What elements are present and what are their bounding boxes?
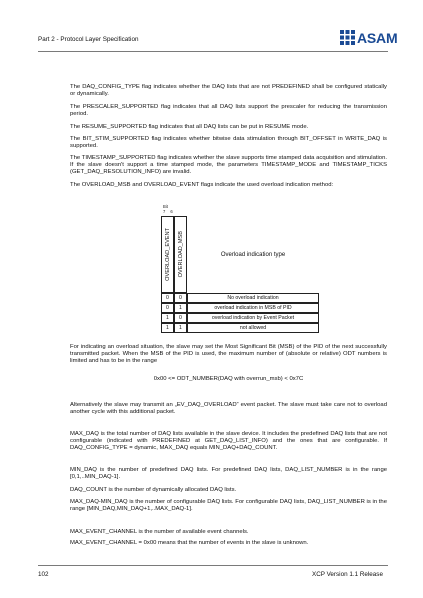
paragraph-timestamp: The TIMESTAMP_SUPPORTED flag indicates whether the slave supports time stamped data acquisition and stimulation. If the slave doesn't support a time stamped mode, the parameters TIMESTAMP_MODE and TIMESTAMP_TICKS (GET_DAQ_RESOLUTION_INFO) are invalid. <box>70 155 387 176</box>
cell-row1-desc: No overload indication <box>187 293 319 303</box>
paragraph-max-daq: MAX_DAQ is the total number of DAQ lists available in the slave device. It includes the predefined DAQ lists that are not configurable (indicated with PREDEFINED at GET_DAQ_LIST_INFO) and the ones that are configurable. If DAQ_CONFIG_TYPE = dynamic, MAX_DAQ equals MIN_DAQ+DAQ_COUNT. <box>70 431 387 452</box>
cell-row3-a: 1 <box>161 313 174 323</box>
cell-row4-a: 1 <box>161 323 174 333</box>
bit-label: Bit <box>163 204 168 209</box>
cell-row2-b: 1 <box>174 303 187 313</box>
paragraph-max-event-unknown: MAX_EVENT_CHANNEL = 0x00 means that the number of events in the slave is unknown. <box>70 540 309 546</box>
cell-row1-b: 0 <box>174 293 187 303</box>
paragraph-daq-count: DAQ_COUNT is the number of dynamically allocated DAQ lists. <box>70 487 237 493</box>
cell-row4-desc: not allowed <box>187 323 319 333</box>
cell-row2-a: 0 <box>161 303 174 313</box>
col-header-overload-type: Overload indication type <box>220 251 286 258</box>
cell-row3-b: 0 <box>174 313 187 323</box>
cell-row3-desc: overload indication by Event Packet <box>187 313 319 323</box>
formula-odt-range: 0x00 <= ODT_NUMBER(DAQ with overrun_msb) < 0x7C <box>153 376 304 382</box>
paragraph-prescaler: The PRESCALER_SUPPORTED flag indicates that all DAQ lists support the prescaler for reducing the transmission period. <box>70 104 387 118</box>
paragraph-overload-intro: The OVERLOAD_MSB and OVERLOAD_EVENT flags indicate the used overload indication method: <box>70 182 334 188</box>
cell-row4-b: 1 <box>174 323 187 333</box>
page-number: 102 <box>38 571 49 578</box>
col-header-overload-event: OVERLOAD_EVENT <box>161 216 174 293</box>
paragraph-max-event-channel: MAX_EVENT_CHANNEL is the number of available event channels. <box>70 529 249 535</box>
bit-number-7: 7 <box>163 209 166 214</box>
bit-label-block <box>163 204 193 214</box>
logo-wordmark: ASAM <box>357 30 398 46</box>
bit-number-6: 6 <box>170 209 173 214</box>
document-version: XCP Version 1.1 Release <box>312 571 383 578</box>
col-header-overload-msb: OVERLOAD_MSB <box>174 216 187 293</box>
page-header-title: Part 2 - Protocol Layer Specification <box>38 36 139 43</box>
paragraph-min-daq: MIN_DAQ is the number of predefined DAQ lists. For predefined DAQ lists, DAQ_LIST_NUMBER is in the range [0,1,..MIN_DAQ-1]. <box>70 467 387 481</box>
header-rule <box>38 51 388 52</box>
paragraph-overload-event: Alternatively the slave may transmit an „EV_DAQ_OVERLOAD“ event packet. The slave must take care not to overload another cycle with this additional packet. <box>70 402 387 416</box>
footer-rule <box>38 565 388 566</box>
cell-row1-a: 0 <box>161 293 174 303</box>
paragraph-daq-config-type: The DAQ_CONFIG_TYPE flag indicates whether the DAQ lists that are not PREDEFINED shall be configured statically or dynamically. <box>70 84 387 98</box>
paragraph-bit-stim: The BIT_STIM_SUPPORTED flag indicates whether bitwise data stimulation through BIT_OFFSET in WRITE_DAQ is supported. <box>70 136 387 150</box>
overload-table <box>161 216 319 334</box>
paragraph-resume: The RESUME_SUPPORTED flag indicates that all DAQ lists can be put in RESUME mode. <box>70 124 309 130</box>
paragraph-overload-msb: For indicating an overload situation, the slave may set the Most Significant Bit (MSB) of the PID of the next successfully transmitted packet. When the MSB of the PID is used, the maximum number of (absolute or relative) ODT numbers is limited and has to be in the range <box>70 344 387 365</box>
cell-row2-desc: overload indication in MSB of PID <box>187 303 319 313</box>
asam-logo <box>340 30 398 46</box>
asam-logo-icon <box>340 30 355 45</box>
paragraph-configurable-daq: MAX_DAQ-MIN_DAQ is the number of configurable DAQ lists. For configurable DAQ lists, DAQ_LIST_NUMBER is in the range [MIN_DAQ,MIN_DAQ+1,..MAX_DAQ-1]. <box>70 499 387 513</box>
